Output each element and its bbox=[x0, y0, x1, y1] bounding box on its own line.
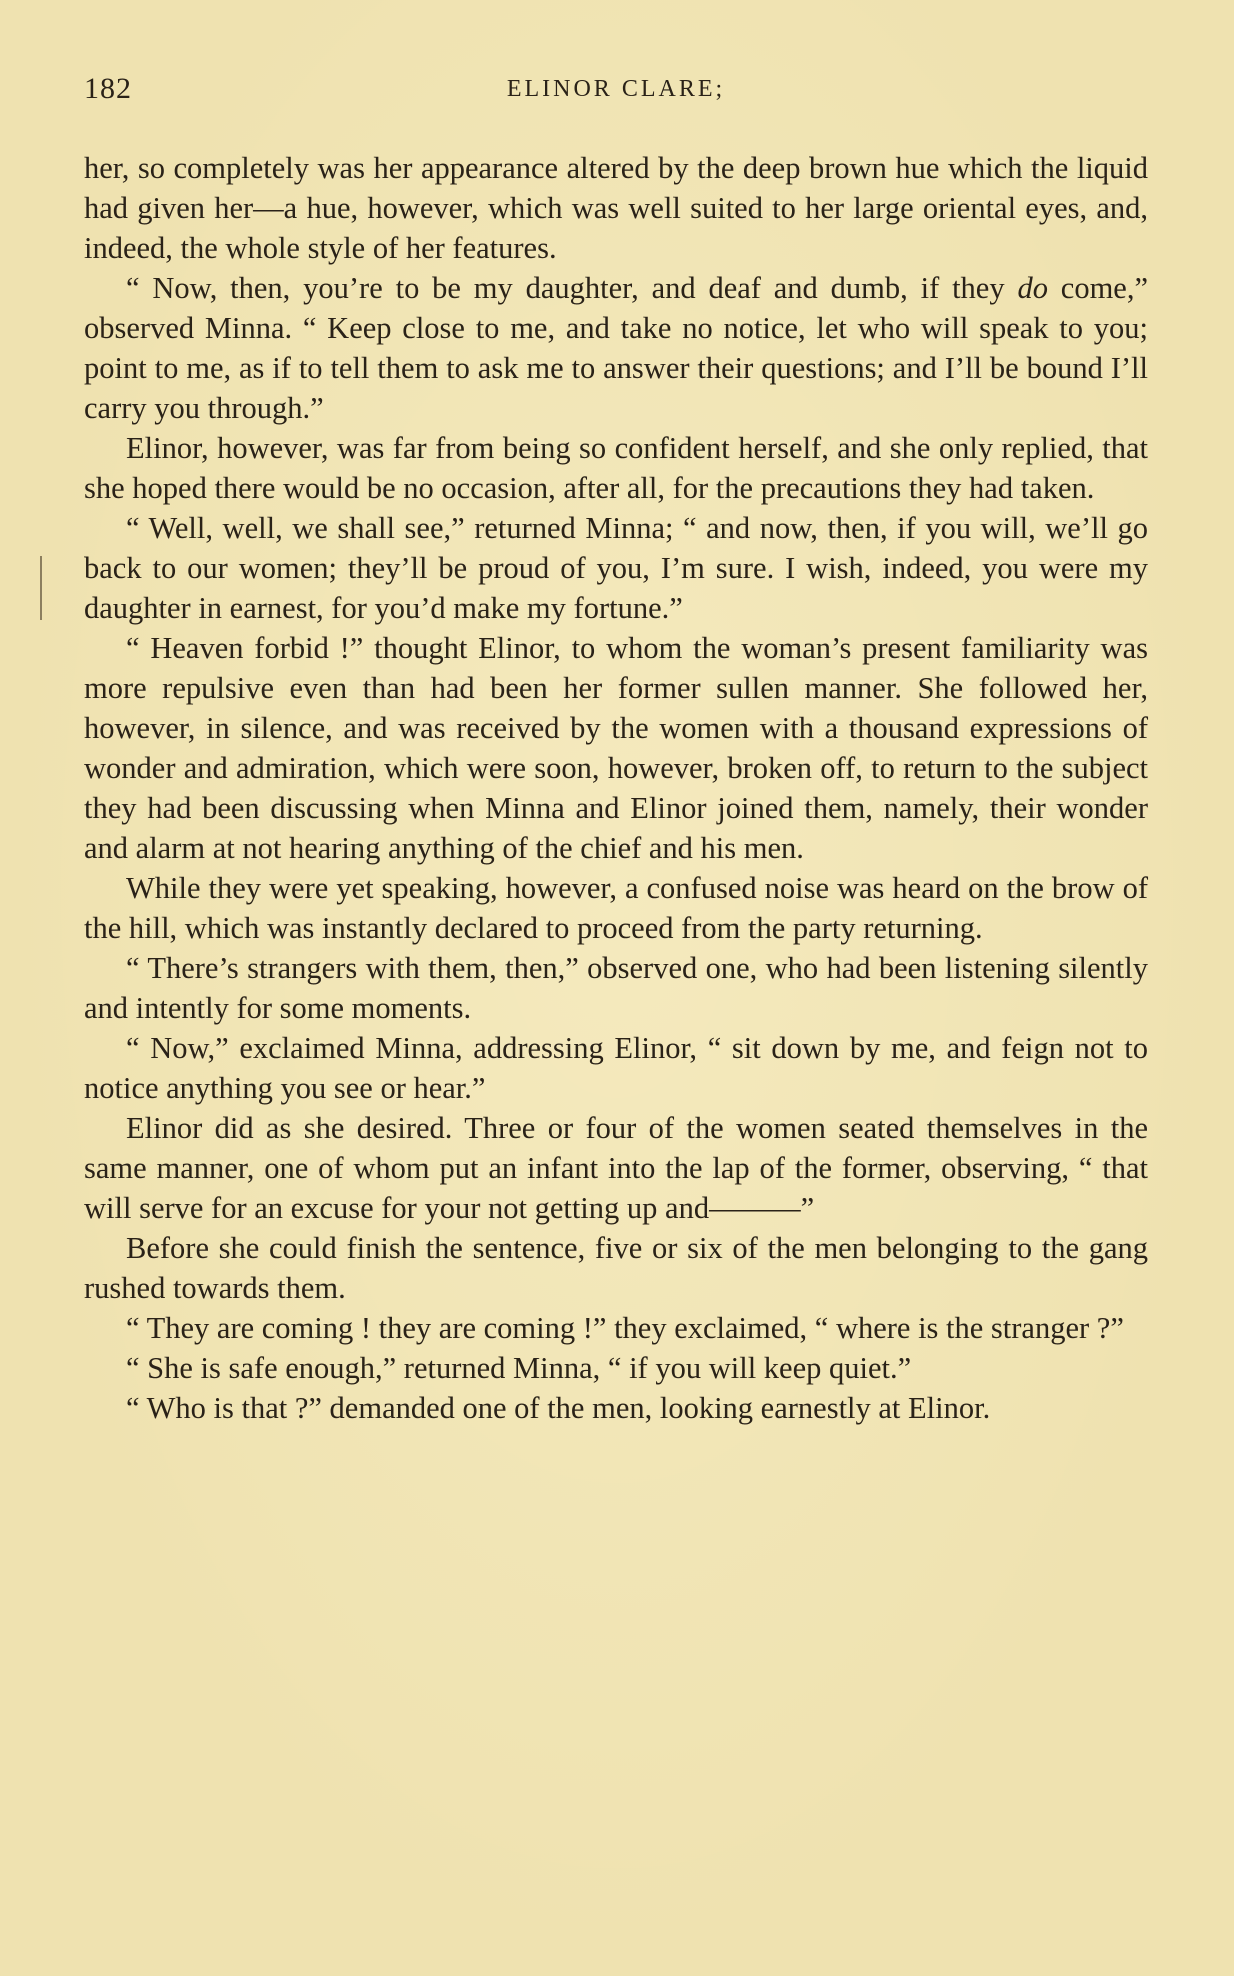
paragraph-text: come,” observed Minna. “ Keep close to me, and take no notice, let who will speak to you; point to me, as if to tell them to ask me to answer their questions; and I’ll be bound I’ll carry you through.” bbox=[84, 271, 1148, 425]
margin-pencil-mark bbox=[40, 556, 42, 620]
body-text bbox=[84, 148, 1148, 1428]
paragraph: “ Heaven forbid !” thought Elinor, to whom the woman’s present familiarity was more repulsive even than had been her former sullen manner. She followed her, however, in silence, and was received by the women with a thousand expressions of wonder and admiration, which were soon, however, broken off, to return to the subject they had been discussing when Minna and Elinor joined them, namely, their wonder and alarm at not hearing anything of the chief and his men. bbox=[84, 631, 1148, 865]
paragraph: Before she could finish the sentence, five or six of the men belonging to the gang rushed towards them. bbox=[84, 1231, 1148, 1305]
paragraph: While they were yet speaking, however, a confused noise was heard on the brow of the hill, which was instantly declared to proceed from the party returning. bbox=[84, 871, 1148, 945]
running-head bbox=[84, 72, 1148, 112]
page-number: 182 bbox=[84, 72, 132, 105]
paragraph: her, so completely was her appearance altered by the deep brown hue which the liquid had given her—a hue, however, which was well suited to her large oriental eyes, and, indeed, the whole style of her features. bbox=[84, 151, 1148, 265]
paragraph: “ She is safe enough,” returned Minna, “ if you will keep quiet.” bbox=[126, 1351, 912, 1385]
paragraph: “ Who is that ?” demanded one of the men, looking earnestly at Elinor. bbox=[126, 1391, 991, 1425]
paragraph: “ Now,” exclaimed Minna, addressing Elinor, “ sit down by me, and feign not to notice anything you see or hear.” bbox=[84, 1031, 1148, 1105]
emphasized-text: do bbox=[1017, 271, 1048, 305]
paragraph: “ They are coming ! they are coming !” they exclaimed, “ where is the stranger ?” bbox=[126, 1311, 1124, 1345]
paragraph-text: “ Now, then, you’re to be my daughter, and deaf and dumb, if they bbox=[126, 271, 1018, 305]
paragraph: Elinor did as she desired. Three or four of the women seated themselves in the same manner, one of whom put an infant into the lap of the former, observing, “ that will serve for an excuse for your not getting up and———” bbox=[84, 1111, 1148, 1225]
paragraph bbox=[84, 268, 1148, 428]
paragraph: “ Well, well, we shall see,” returned Minna; “ and now, then, if you will, we’ll go back to our women; they’ll be proud of you, I’m sure. I wish, indeed, you were my daughter in earnest, for you’d make my fortune.” bbox=[84, 511, 1148, 625]
running-title: ELINOR CLARE; bbox=[506, 76, 726, 102]
paragraph: Elinor, however, was far from being so confident herself, and she only replied, that she hoped there would be no occasion, after all, for the precautions they had taken. bbox=[84, 431, 1148, 505]
paragraph: “ There’s strangers with them, then,” observed one, who had been listening silently and intently for some moments. bbox=[84, 951, 1148, 1025]
